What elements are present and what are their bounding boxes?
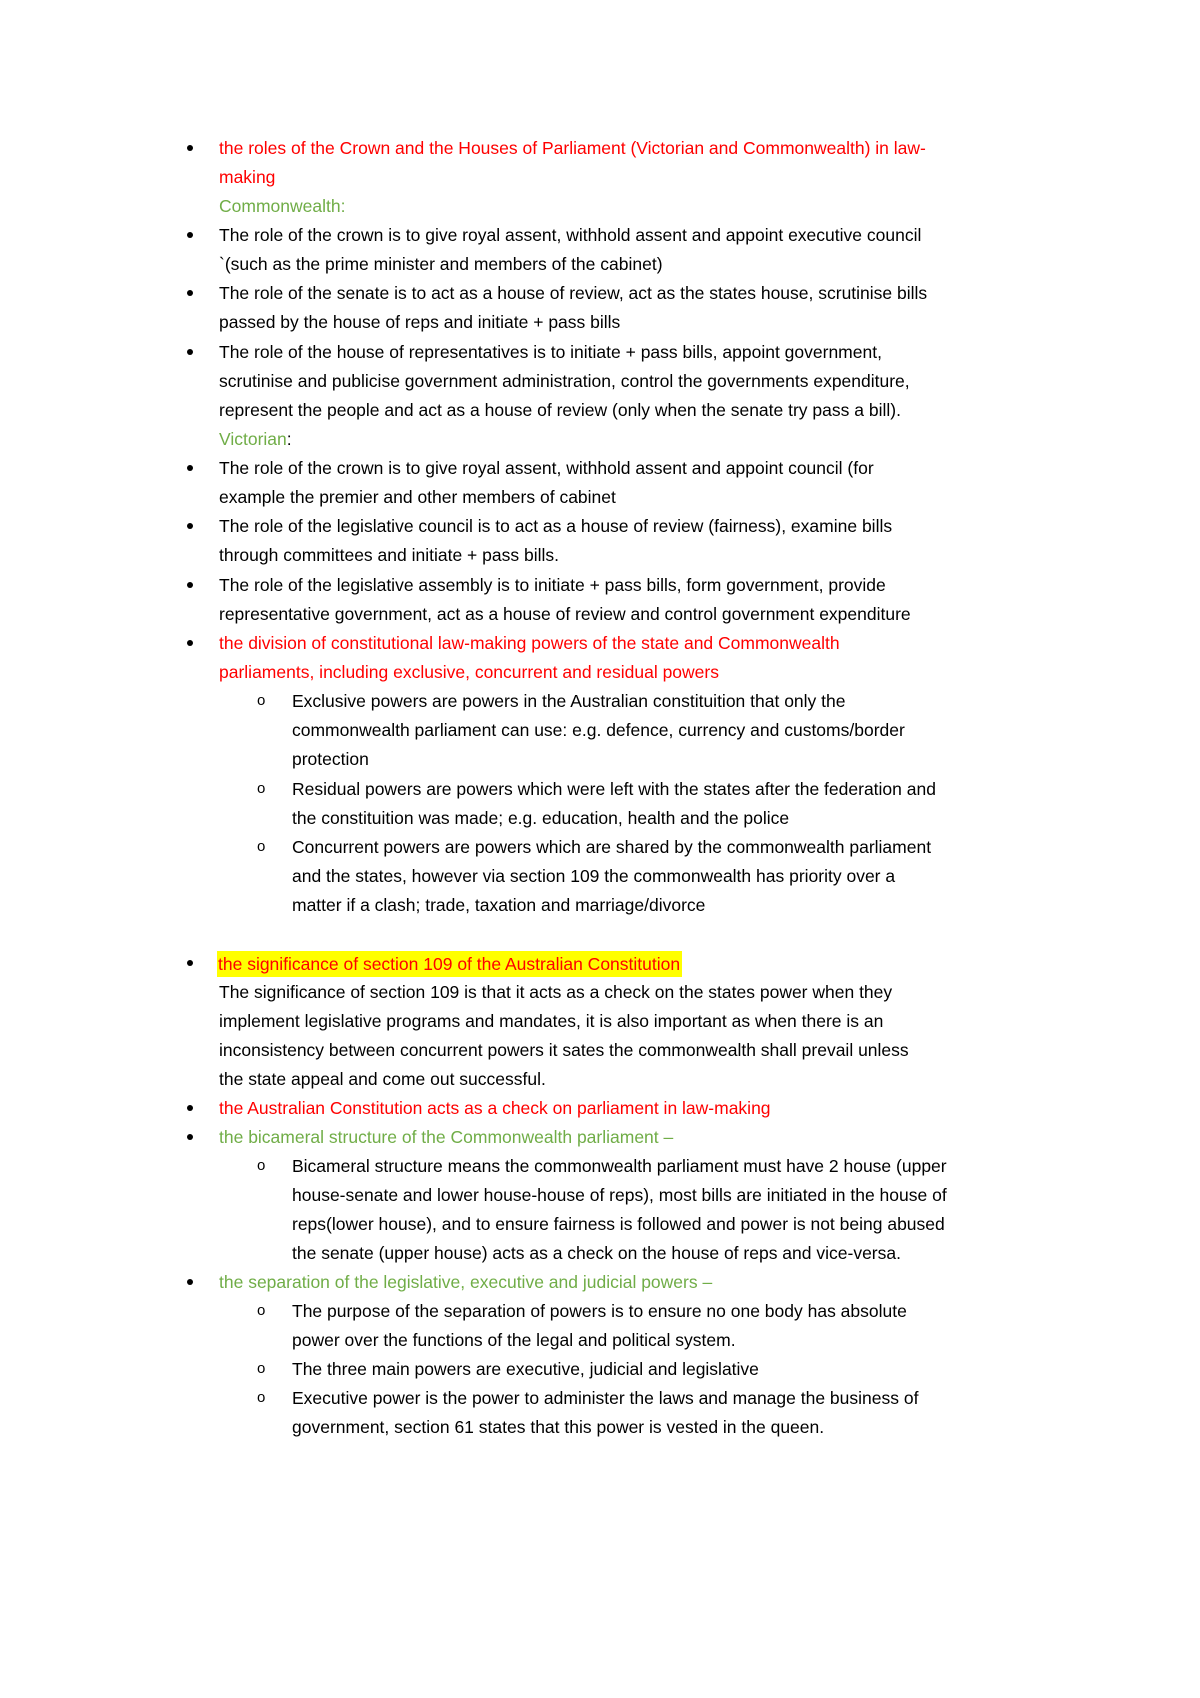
list-item-text: example the premier and other members of cabinet <box>219 487 616 507</box>
bullet-icon <box>187 1105 193 1111</box>
list-item-text: matter if a clash; trade, taxation and marriage/divorce <box>292 895 706 915</box>
list-item-text: passed by the house of reps and initiate + pass bills <box>219 312 621 332</box>
list-item-text: Concurrent powers are powers which are shared by the commonwealth parliament <box>292 837 932 857</box>
list-item-text: Executive power is the power to administer the laws and manage the business of <box>292 1388 919 1408</box>
paragraph-line: the state appeal and come out successful. <box>219 1069 546 1089</box>
list-item-text: house-senate and lower house-house of reps), most bills are initiated in the house of <box>292 1185 947 1205</box>
list-item-text: The three main powers are executive, judicial and legislative <box>292 1359 759 1379</box>
paragraph-line: implement legislative programs and mandates, it is also important as when there is an <box>219 1011 884 1031</box>
circle-bullet-icon: o <box>257 1302 266 1319</box>
bullet-icon <box>187 640 193 646</box>
victorian-colon: : <box>286 429 292 449</box>
list-item-text: representative government, act as a house of review and control government expenditure <box>219 604 911 624</box>
subheading-victorian <box>219 427 292 451</box>
list-item-text: The role of the crown is to give royal assent, withhold assent and appoint executive council <box>219 225 922 245</box>
list-item-text: The role of the legislative assembly is to initiate + pass bills, form government, provide <box>219 575 886 595</box>
list-item-text: `(such as the prime minister and members of the cabinet) <box>219 254 663 274</box>
list-item-text: The role of the legislative council is to act as a house of review (fairness), examine bills <box>219 516 893 536</box>
list-item-text: protection <box>292 749 369 769</box>
list-item-text: represent the people and act as a house of review (only when the senate try pass a bill). <box>219 400 901 420</box>
bullet-icon <box>187 1279 193 1285</box>
bullet-icon <box>187 523 193 529</box>
list-item-text: The role of the house of representatives is to initiate + pass bills, appoint government, <box>219 342 882 362</box>
list-item-text: reps(lower house), and to ensure fairness is followed and power is not being abused <box>292 1214 945 1234</box>
bullet-icon <box>187 960 193 966</box>
section-heading-continuation: parliaments, including exclusive, concurrent and residual powers <box>219 662 719 682</box>
section-heading: the bicameral structure of the Commonwealth parliament – <box>219 1127 674 1147</box>
list-item-text: Bicameral structure means the commonwealth parliament must have 2 house (upper <box>292 1156 947 1176</box>
bullet-icon <box>187 582 193 588</box>
list-item-text: government, section 61 states that this power is vested in the queen. <box>292 1417 825 1437</box>
highlighted-heading: the significance of section 109 of the Australian Constitution <box>217 951 682 977</box>
bullet-icon <box>187 465 193 471</box>
list-item-text: power over the functions of the legal and political system. <box>292 1330 736 1350</box>
section-heading: the division of constitutional law-making powers of the state and Commonwealth <box>219 633 840 653</box>
circle-bullet-icon: o <box>257 1389 266 1406</box>
paragraph-line: inconsistency between concurrent powers it sates the commonwealth shall prevail unless <box>219 1040 909 1060</box>
bullet-icon <box>187 145 193 151</box>
section-heading-continuation: making <box>219 167 276 187</box>
bullet-icon <box>187 232 193 238</box>
section-heading: the separation of the legislative, executive and judicial powers – <box>219 1272 713 1292</box>
list-item-text: The purpose of the separation of powers is to ensure no one body has absolute <box>292 1301 907 1321</box>
list-item-text: The role of the senate is to act as a house of review, act as the states house, scrutinise bills <box>219 283 928 303</box>
circle-bullet-icon: o <box>257 838 266 855</box>
circle-bullet-icon: o <box>257 1360 266 1377</box>
section-heading: the Australian Constitution acts as a check on parliament in law-making <box>219 1098 771 1118</box>
list-item-text: through committees and initiate + pass bills. <box>219 545 559 565</box>
bullet-icon <box>187 290 193 296</box>
circle-bullet-icon: o <box>257 1157 266 1174</box>
list-item-text: Exclusive powers are powers in the Australian constituition that only the <box>292 691 846 711</box>
bullet-icon <box>187 1134 193 1140</box>
subheading-commonwealth: Commonwealth: <box>219 196 346 216</box>
section-heading: the roles of the Crown and the Houses of Parliament (Victorian and Commonwealth) in law- <box>219 138 926 158</box>
list-item-text: the senate (upper house) acts as a check on the house of reps and vice-versa. <box>292 1243 901 1263</box>
victorian-label: Victorian <box>219 429 287 449</box>
bullet-icon <box>187 349 193 355</box>
paragraph-line: The significance of section 109 is that it acts as a check on the states power when they <box>219 982 893 1002</box>
circle-bullet-icon: o <box>257 780 266 797</box>
list-item-text: commonwealth parliament can use: e.g. defence, currency and customs/border <box>292 720 905 740</box>
list-item-text: The role of the crown is to give royal assent, withhold assent and appoint council (for <box>219 458 874 478</box>
list-item-text: Residual powers are powers which were left with the states after the federation and <box>292 779 936 799</box>
circle-bullet-icon: o <box>257 692 266 709</box>
list-item-text: the constituition was made; e.g. education, health and the police <box>292 808 790 828</box>
list-item-text: and the states, however via section 109 the commonwealth has priority over a <box>292 866 896 886</box>
list-item-text: scrutinise and publicise government administration, control the governments expenditure, <box>219 371 910 391</box>
